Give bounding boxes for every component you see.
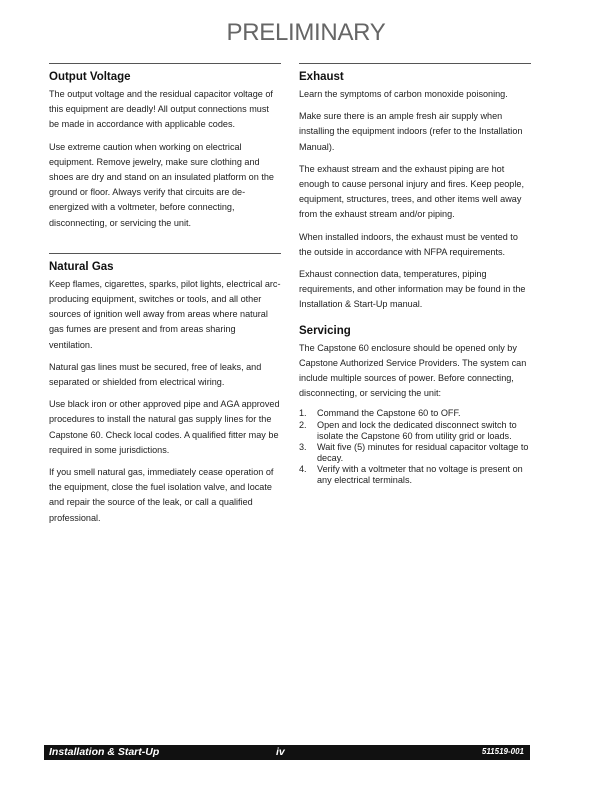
exhaust-paragraph: Make sure there is an ample fresh air supply when installing the equipment indoors (refer to the Installation Manual). xyxy=(299,111,523,152)
servicing-heading: Servicing xyxy=(299,324,351,337)
natural-gas-paragraph: Keep flames, cigarettes, sparks, pilot lights, electrical arc-producing equipment, switches or tools, and all other sources of ignition well away from areas where natural gas fumes are present and from areas sharing ventilation. xyxy=(49,278,281,350)
right-column xyxy=(299,63,531,487)
natural-gas-paragraph: Natural gas lines must be secured, free of leaks, and separated or shielded from electrical wiring. xyxy=(49,361,262,388)
list-item xyxy=(299,464,531,485)
section-divider xyxy=(49,253,281,254)
servicing-paragraph: The Capstone 60 enclosure should be opened only by Capstone Authorized Service Providers. The system can include multiple sources of power. Before connecting, disconnecting, or servicing the unit: xyxy=(299,342,527,399)
step-number: 2. xyxy=(299,420,307,431)
list-item xyxy=(299,420,531,441)
section-divider xyxy=(49,63,281,64)
step-number: 1. xyxy=(299,408,307,419)
list-item xyxy=(299,442,531,463)
page-header-title: PRELIMINARY xyxy=(226,19,386,46)
section-divider xyxy=(299,63,531,64)
footer-page-number: iv xyxy=(276,746,285,758)
step-number: 4. xyxy=(299,464,307,475)
exhaust-heading: Exhaust xyxy=(299,71,344,83)
step-text: Wait five (5) minutes for residual capacitor voltage to decay. xyxy=(317,442,529,463)
output-voltage-paragraph: Use extreme caution when working on electrical equipment. Remove jewelry, make sure clothing and shoes are dry and stand on an insulated platform on the ground or floor. Always verify that circuits are de-energized with a voltmeter, before connecting, disconnecting, or servicing the unit. xyxy=(49,141,274,228)
exhaust-paragraph: When installed indoors, the exhaust must be vented to the outside in accordance with NFPA requirements. xyxy=(299,231,518,257)
natural-gas-paragraph: Use black iron or other approved pipe and AGA approved procedures to install the natural gas supply lines for the Capstone 60. Check local codes. A qualified fitter may be required in some jurisdictions. xyxy=(49,399,280,455)
page-footer xyxy=(44,745,530,760)
output-voltage-paragraph: The output voltage and the residual capacitor voltage of this equipment are deadly! All output connections must be made in accordance with applicable codes. xyxy=(49,89,273,130)
exhaust-paragraph: Exhaust connection data, temperatures, piping requirements, and other information may be found in the Installation & Start-Up manual. xyxy=(299,269,526,310)
footer-document-number: 511519-001 xyxy=(481,747,524,756)
servicing-steps-list xyxy=(299,408,531,485)
step-text: Open and lock the dedicated disconnect switch to isolate the Capstone 60 from utility grid or loads. xyxy=(317,420,517,441)
output-voltage-heading: Output Voltage xyxy=(49,71,131,83)
footer-manual-title: Installation & Start-Up xyxy=(49,746,160,758)
exhaust-paragraph: Learn the symptoms of carbon monoxide poisoning. xyxy=(299,89,508,99)
left-column xyxy=(49,63,281,533)
exhaust-paragraph: The exhaust stream and the exhaust piping are hot enough to cause personal injury and fires. Keep people, equipment, structures, trees, and other items well away from the exhaust stream and/or piping. xyxy=(299,163,524,220)
step-text: Command the Capstone 60 to OFF. xyxy=(317,408,461,419)
natural-gas-paragraph: If you smell natural gas, immediately cease operation of the equipment, close the fuel isolation valve, and locate and repair the source of the leak, or call a qualified professional. xyxy=(49,467,274,523)
step-text: Verify with a voltmeter that no voltage is present on any electrical terminals. xyxy=(317,464,523,486)
list-item xyxy=(299,408,531,419)
step-number: 3. xyxy=(299,442,307,453)
natural-gas-heading: Natural Gas xyxy=(49,260,114,273)
